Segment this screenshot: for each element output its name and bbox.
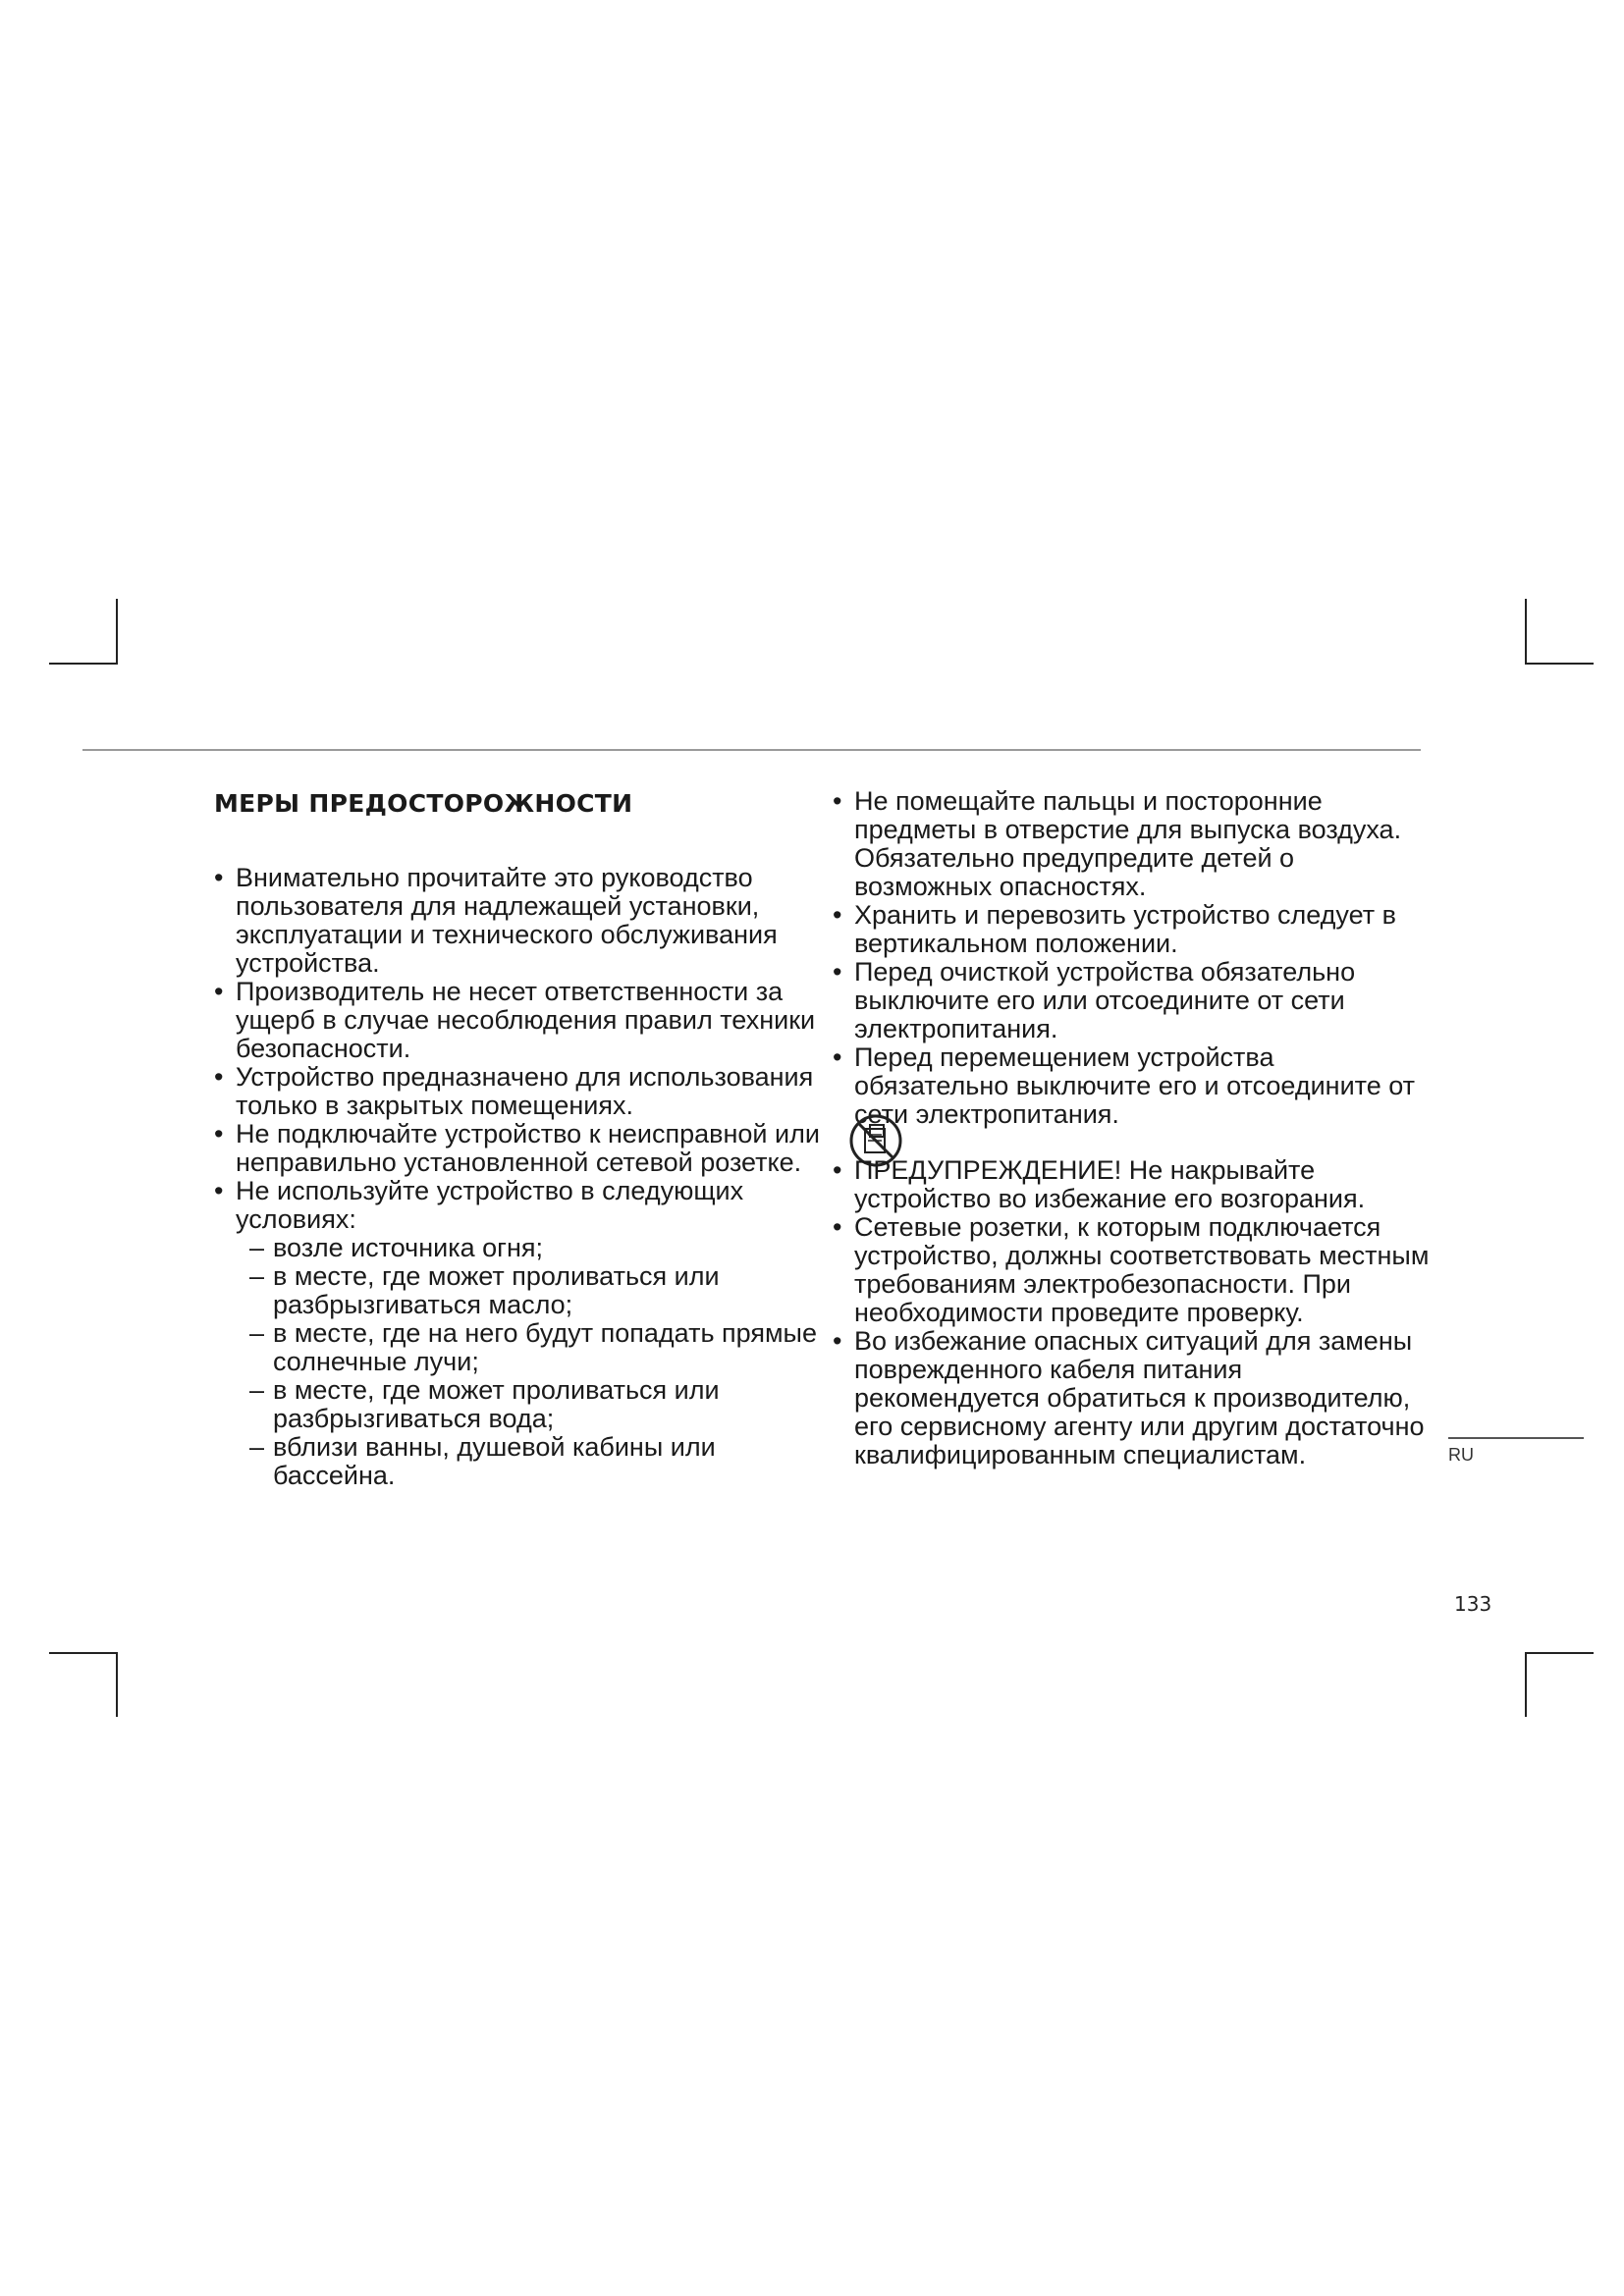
section-title: МЕРЫ ПРЕДОСТОРОЖНОСТИ xyxy=(214,789,633,818)
crop-mark xyxy=(116,1652,118,1717)
condition-item: – в месте, где может проливаться или разбрызгиваться масло; xyxy=(249,1262,823,1319)
list-item: • Перед перемещением устройства обязательно выключите его и отсоедините от сети электропитания. xyxy=(833,1043,1432,1129)
crop-mark xyxy=(1525,1652,1594,1654)
crop-mark xyxy=(49,1652,118,1654)
list-item: • Устройство предназначено для использования только в закрытых помещениях. xyxy=(214,1063,823,1120)
list-item: • Хранить и перевозить устройство следует в вертикальном положении. xyxy=(833,901,1432,958)
warning-text: • ПРЕДУПРЕЖДЕНИЕ! Не накрывайте устройство во избежание его возгорания. xyxy=(833,1156,1432,1213)
list-item: • Производитель не несет ответственности за ущерб в случае несоблюдения правил техники безопасности. xyxy=(214,978,823,1063)
page-number: 133 xyxy=(1454,1592,1492,1616)
left-column xyxy=(214,789,823,1490)
condition-item: – в месте, где может проливаться или разбрызгиваться вода; xyxy=(249,1376,823,1433)
warning-block xyxy=(833,1156,1432,1469)
conditions-list xyxy=(236,1234,823,1490)
language-label: RU xyxy=(1448,1437,1584,1466)
condition-item: – возле источника огня; xyxy=(249,1234,823,1262)
list-item-text: Не используйте устройство в следующих условиях: xyxy=(236,1176,744,1234)
list-item: • Не помещайте пальцы и посторонние предметы в отверстие для выпуска воздуха. Обязательно предупредите детей о возможных опасностях. xyxy=(833,787,1432,901)
list-item: • Перед очисткой устройства обязательно выключите его или отсоедините от сети электропитания. xyxy=(833,958,1432,1043)
crop-mark xyxy=(1525,599,1527,664)
header-rule xyxy=(82,749,1421,751)
condition-item: – вблизи ванны, душевой кабины или бассейна. xyxy=(249,1433,823,1490)
list-item: • Во избежание опасных ситуаций для замены поврежденного кабеля питания рекомендуется обратиться к производителю, его сервисному агенту или другим достаточно квалифицированным специалистам. xyxy=(833,1327,1432,1469)
right-column xyxy=(833,787,1432,1469)
crop-mark xyxy=(1525,663,1594,665)
crop-mark xyxy=(116,599,118,664)
list-item: • Внимательно прочитайте это руководство пользователя для надлежащей установки, эксплуатации и технического обслуживания устройства. xyxy=(214,864,823,978)
crop-mark xyxy=(1525,1652,1527,1717)
list-item xyxy=(214,1177,823,1490)
condition-item: – в месте, где на него будут попадать прямые солнечные лучи; xyxy=(249,1319,823,1376)
crop-mark xyxy=(49,663,118,665)
list-item: • Сетевые розетки, к которым подключается устройство, должны соответствовать местным требованиям электробезопасности. При необходимости проведите проверку. xyxy=(833,1213,1432,1327)
warning-list xyxy=(833,1156,1432,1469)
list-item: • Не подключайте устройство к неисправной или неправильно установленной сетевой розетке. xyxy=(214,1120,823,1177)
precautions-list xyxy=(214,864,823,1490)
precautions-list-right xyxy=(833,787,1432,1129)
